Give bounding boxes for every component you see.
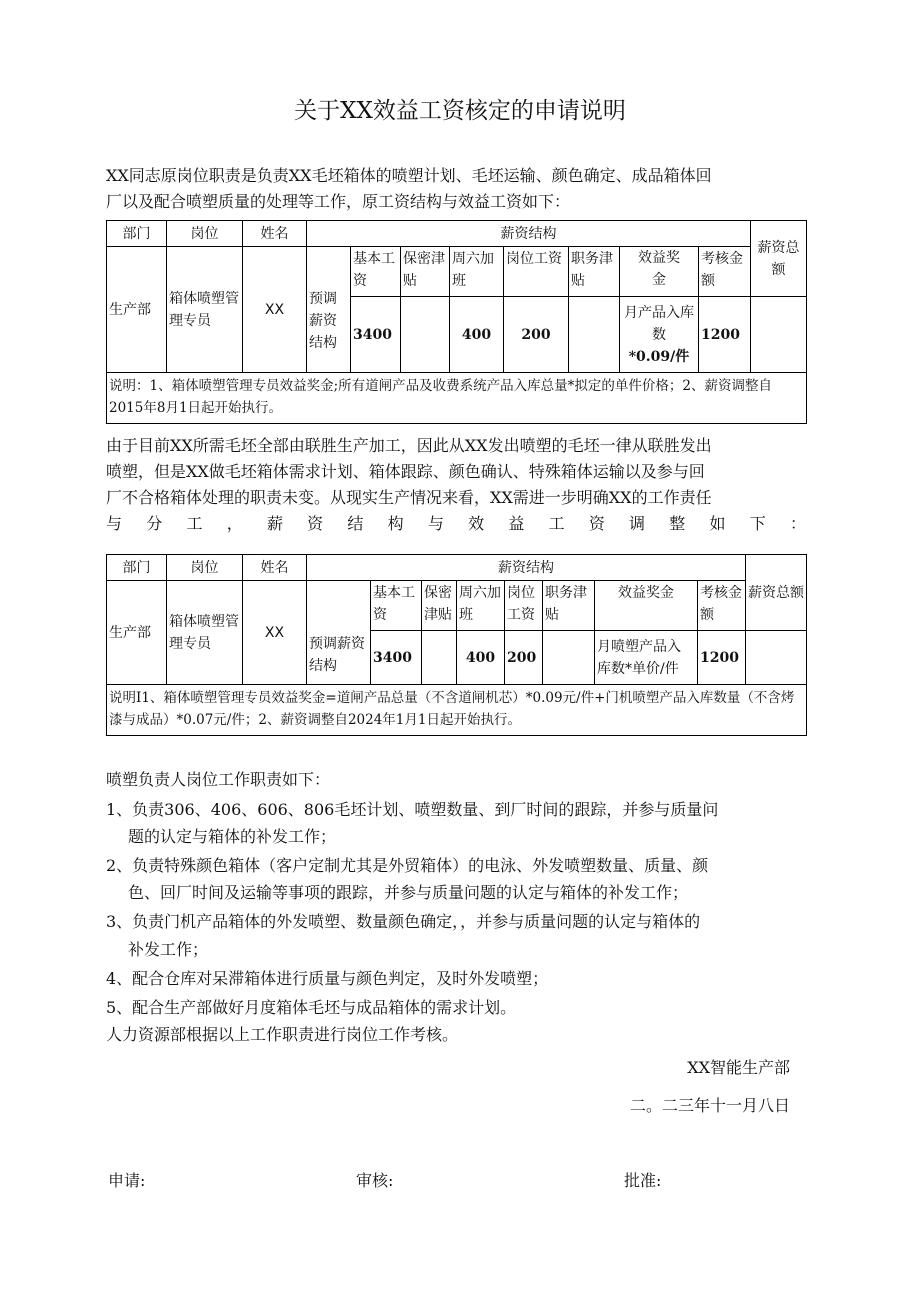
bonus-line: *0.09/件 — [628, 348, 690, 365]
signature-date: 二。二三年十一月八日 — [629, 1096, 790, 1115]
bonus-line: 月喷塑产品入 — [597, 638, 681, 655]
document-title: 关于XX效益工资核定的申请说明 — [294, 98, 626, 124]
cell-adjust-structure: 预调薪资结构 — [307, 247, 351, 373]
header-post-pay: 岗位工资 — [505, 581, 543, 631]
header-saturday-overtime: 周六加班 — [457, 581, 505, 631]
duty-item-5: 5、配合生产部做好月度箱体毛坯与成品箱体的需求计划。 — [106, 998, 517, 1017]
cell-name: XX — [243, 247, 307, 373]
bonus-line: 数 — [652, 326, 666, 343]
header-salary-total: 薪资总额 — [746, 555, 807, 631]
header-post: 岗位 — [167, 221, 243, 247]
header-assessment-amount: 考核金额 — [698, 581, 746, 631]
duty-item-2: 2、负责特殊颜色箱体（客户定制尤其是外贸箱体）的电泳、外发喷塑数量、质量、颜 — [106, 856, 709, 875]
header-saturday-overtime: 周六加班 — [450, 247, 504, 297]
cell-base-pay: 3400 — [371, 631, 422, 685]
header-post: 岗位 — [167, 555, 243, 581]
header-base-pay: 基本工资 — [371, 581, 422, 631]
intro-line: 厂以及配合喷塑质量的处理等工作，原工资结构与效益工资如下： — [106, 192, 571, 211]
apply-label: 申请: — [108, 1171, 146, 1190]
cell-dept: 生产部 — [107, 581, 167, 685]
duty-item-2-cont: 色、回厂时间及运输等事项的跟踪，并参与质量问题的认定与箱体的补发工作； — [128, 883, 689, 902]
salary-table-adjusted — [106, 554, 807, 736]
paragraph-line: 与分工，薪资结构与效益工资调整如下： — [106, 514, 806, 533]
cell-base-pay: 3400 — [351, 297, 401, 373]
cell-secrecy-allowance — [401, 297, 450, 373]
cell-post-pay: 200 — [505, 631, 543, 685]
signature-org: XX智能生产部 — [687, 1058, 790, 1077]
header-salary-structure: 薪资结构 — [307, 555, 746, 581]
cell-salary-total — [746, 631, 807, 685]
cell-secrecy-allowance — [422, 631, 457, 685]
header-name: 姓名 — [243, 555, 307, 581]
intro-line: XX同志原岗位职责是负责XX毛坯箱体的喷塑计划、毛坯运输、颜色确定、成品箱体回 — [106, 166, 712, 185]
intro-paragraph — [106, 163, 806, 215]
header-post-pay: 岗位工资 — [504, 247, 569, 297]
header-duty-allowance: 职务津贴 — [543, 581, 595, 631]
header-performance-bonus: 效益奖金 — [595, 581, 698, 631]
cell-dept: 生产部 — [107, 247, 167, 373]
header-secrecy-allowance: 保密津贴 — [422, 581, 457, 631]
bonus-line: 月产品入库 — [624, 304, 694, 321]
cell-name: XX — [243, 581, 307, 685]
duty-item-3: 3、负责门机产品箱体的外发喷塑、数量颜色确定，，并参与质量问题的认定与箱体的 — [106, 912, 701, 931]
closing-line: 人力资源部根据以上工作职责进行岗位工作考核。 — [106, 1025, 459, 1044]
cell-post-pay: 200 — [504, 297, 569, 373]
cell-adjust-structure: 预调薪资结构 — [307, 581, 371, 685]
header-dept: 部门 — [107, 555, 167, 581]
cell-salary-total — [751, 297, 807, 373]
bonus-line: 库数*单价/件 — [597, 660, 679, 677]
cell-post: 箱体喷塑管理专员 — [167, 247, 243, 373]
paragraph-line: 喷塑，但是XX做毛坯箱体需求计划、箱体跟踪、颜色确认、特殊箱体运输以及参与回 — [106, 462, 705, 481]
duty-item-1: 1、负责306、406、606、806毛坯计划、喷塑数量、到厂时间的跟踪，并参与质量问 — [106, 800, 719, 819]
cell-assessment-amount: 1200 — [699, 297, 751, 373]
cell-saturday-overtime: 400 — [450, 297, 504, 373]
header-salary-structure: 薪资结构 — [307, 221, 751, 247]
table-note: 说明：1、箱体喷塑管理专员效益奖金;所有道闸产品及收费系统产品入库总量*拟定的单件价格；2、薪资调整自2015年8月1日起开始执行。 — [107, 373, 807, 424]
header-base-pay: 基本工资 — [351, 247, 401, 297]
header-performance-bonus: 效益奖金 — [620, 247, 699, 297]
adjustment-paragraph — [106, 433, 806, 537]
header-name: 姓名 — [243, 221, 307, 247]
cell-saturday-overtime: 400 — [457, 631, 505, 685]
table-note: 说明I1、箱体喷塑管理专员效益奖金=道闸产品总量（不含道闸机芯）*0.09元/件+门机喷塑产品入库数量（不含烤漆与成品）*0.07元/件；2、薪资调整自2024年1月1日起开始执行。 — [107, 685, 807, 736]
cell-performance-bonus — [620, 297, 699, 373]
header-secrecy-allowance: 保密津贴 — [401, 247, 450, 297]
duty-item-3-cont: 补发工作； — [128, 940, 209, 959]
duty-item-4: 4、配合仓库对呆滞箱体进行质量与颜色判定，及时外发喷塑； — [106, 969, 549, 988]
review-label: 审核: — [356, 1171, 394, 1190]
paragraph-line: 厂不合格箱体处理的职责未变。从现实生产情况来看，XX需进一步明确XX的工作责任 — [106, 488, 712, 507]
paragraph-line: 由于目前XX所需毛坯全部由联胜生产加工，因此从XX发出喷塑的毛坯一律从联胜发出 — [106, 436, 712, 455]
header-duty-allowance: 职务津贴 — [569, 247, 620, 297]
cell-assessment-amount: 1200 — [698, 631, 746, 685]
cell-post: 箱体喷塑管理专员 — [167, 581, 243, 685]
duty-item-1-cont: 题的认定与箱体的补发工作； — [128, 827, 337, 846]
approve-label: 批准: — [624, 1171, 662, 1190]
cell-performance-bonus — [595, 631, 698, 685]
duties-heading: 喷塑负责人岗位工作职责如下： — [106, 770, 331, 789]
cell-duty-allowance — [569, 297, 620, 373]
cell-duty-allowance — [543, 631, 595, 685]
header-salary-total: 薪资总额 — [751, 221, 807, 297]
header-dept: 部门 — [107, 221, 167, 247]
salary-table-original — [106, 220, 807, 424]
header-assessment-amount: 考核金额 — [699, 247, 751, 297]
